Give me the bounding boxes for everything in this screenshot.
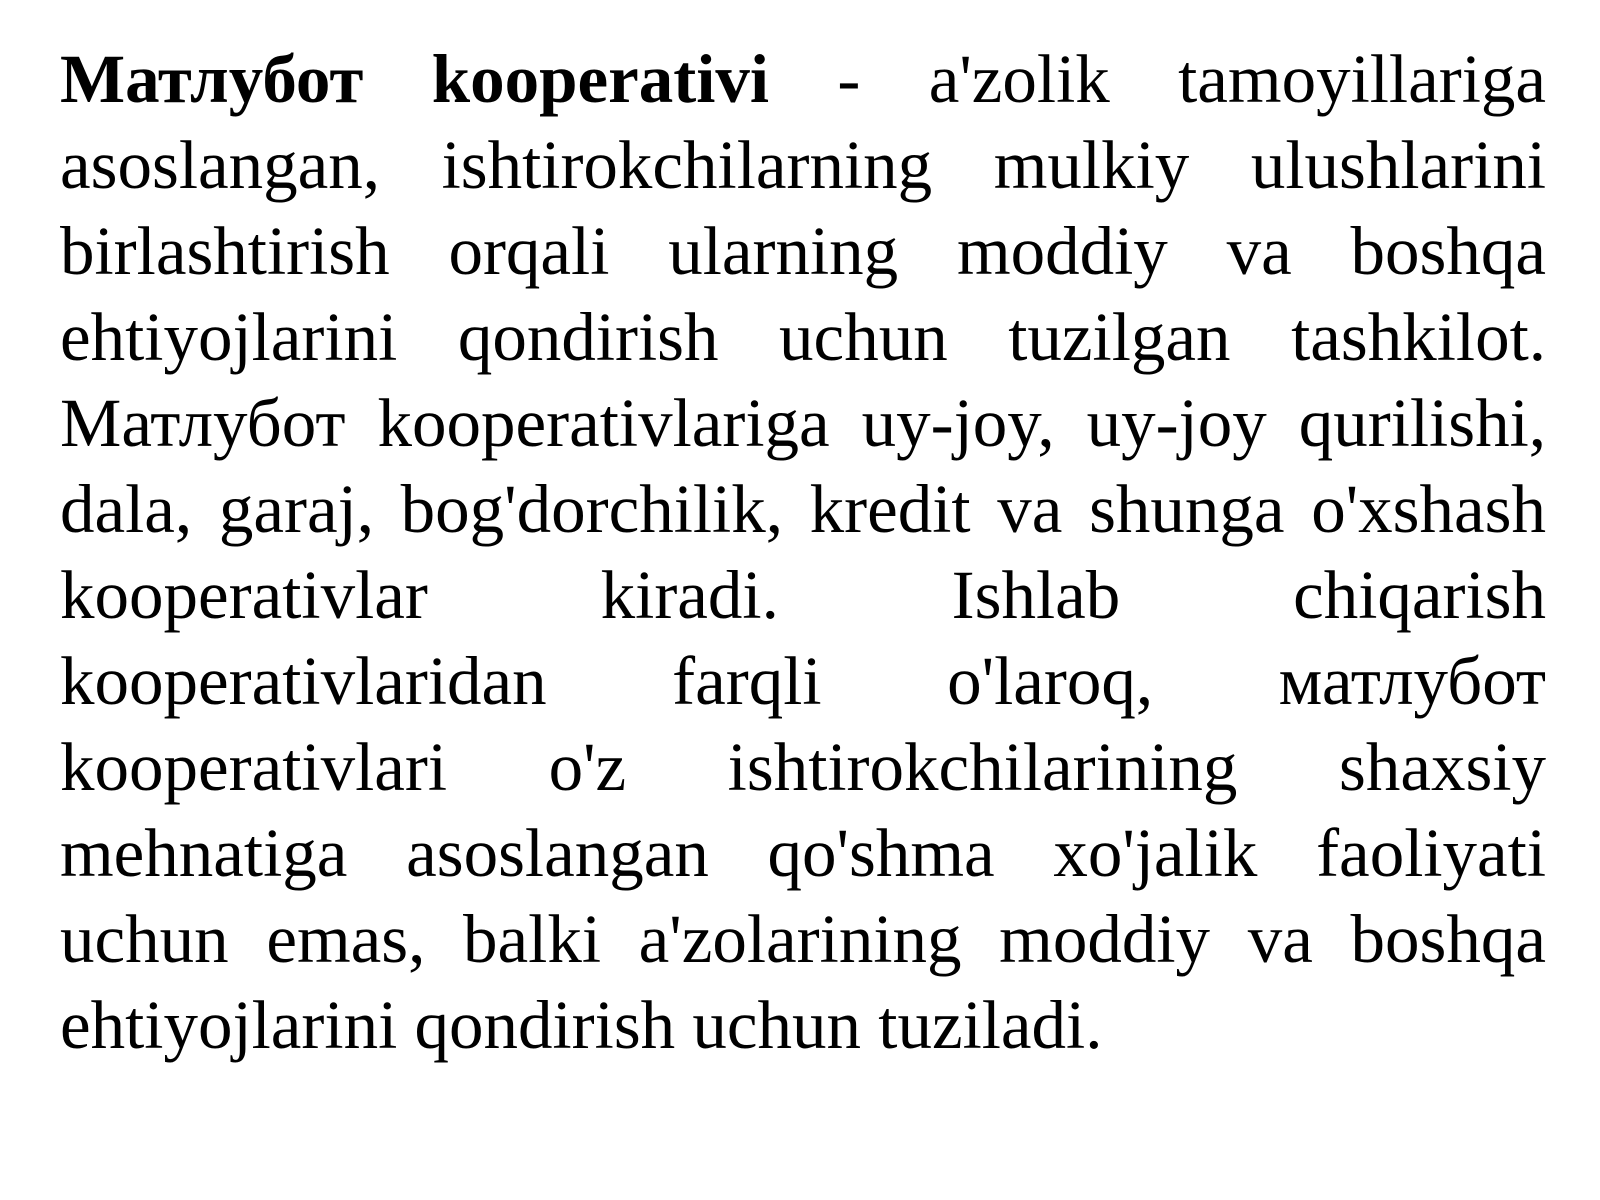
definition-text: - a'zolik tamoyillariga asoslangan, ishtirokchilarning mulkiy ulushlarini birlashtirish orqali ularning moddiy va boshqa ehtiyojlarini qondirish uchun tuzilgan tashkilot. Матлубот kooperativlariga uy-joy, uy-joy qurilishi, dala, garaj, bog'dorchilik, kredit va shunga o'xshash kooperativlar kiradi. Ishlab chiqarish kooperativlaridan farqli o'laroq, матлубот kooperativlari o'z ishtirokchilarining shaxsiy mehnatiga asoslangan qo'shma xo'jalik faoliyati uchun emas, balki a'zolarining moddiy va boshqa ehtiyojlarini qondirish uchun tuziladi.	[60, 41, 1546, 1063]
term-heading: Матлубот kooperativi	[60, 41, 770, 117]
definition-paragraph	[60, 36, 1546, 1068]
